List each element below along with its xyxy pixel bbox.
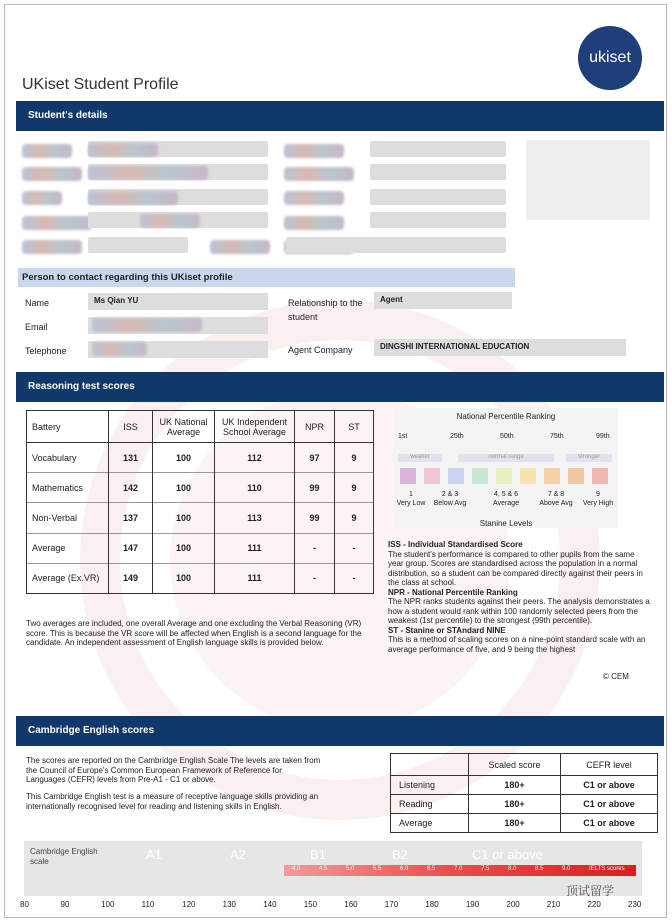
column-header: CEFR level — [561, 754, 658, 776]
name-label: Name — [25, 298, 50, 308]
table-cell: 180+ — [469, 776, 561, 795]
npr-tick: 25th — [450, 433, 464, 440]
table-cell: C1 or above — [561, 776, 658, 795]
table-cell: 100 — [153, 473, 215, 503]
redacted-value — [88, 143, 158, 157]
table-cell: C1 or above — [561, 795, 658, 814]
ielts-label: 9.0 — [562, 866, 571, 872]
axis-tick-label: 120 — [182, 900, 196, 909]
stanine-desc: Below Avg — [433, 500, 467, 507]
ielts-bar — [284, 865, 636, 876]
table-row — [27, 533, 374, 563]
definition-text: The student's performance is compared to other pupils from the same year group. Scores are standardised across the population in a normal distribution, so a student can be compared directly against their peers in the class at school. — [388, 549, 643, 587]
redacted-value — [88, 191, 178, 205]
stanine-box — [448, 468, 464, 484]
ielts-label: 7.0 — [454, 866, 463, 872]
ielts-label: 6.5 — [427, 866, 436, 872]
axis-tick-label: 180 — [425, 900, 439, 909]
column-header — [391, 754, 469, 776]
column-header: ISS — [109, 411, 153, 443]
section-header-reasoning: Reasoning test scores — [16, 372, 664, 402]
table-row — [27, 443, 374, 473]
stanine-desc: Average — [493, 500, 519, 507]
scale-axis — [20, 900, 642, 912]
cambridge-intro-2: This Cambridge English test is a measure of receptive language skills providing an internationally recognised level for reading and listening skills in English. — [26, 792, 319, 811]
table-cell: 100 — [153, 503, 215, 533]
column-header: ST — [335, 411, 374, 443]
axis-tick-label: 150 — [303, 900, 318, 909]
redacted-value — [370, 164, 506, 180]
ielts-label: 5.0 — [346, 866, 355, 872]
definition-term: ST - Stanine or STAndard NINE — [388, 625, 506, 635]
redacted-field — [284, 216, 344, 230]
ielts-label: 4.5 — [319, 866, 328, 872]
table-row — [391, 776, 658, 795]
scale-name: Cambridge English scale — [30, 847, 98, 866]
ielts-label: 4.0 — [292, 866, 301, 872]
table-cell: 9 — [335, 503, 374, 533]
column-header: UK Independent School Average — [215, 411, 295, 443]
redacted-value — [88, 237, 188, 253]
scale-level: B2 — [392, 847, 408, 862]
axis-tick-label: 140 — [263, 900, 277, 909]
table-row — [27, 473, 374, 503]
redacted-value — [140, 214, 200, 228]
npr-tick: 99th — [596, 433, 610, 440]
table-cell: Average — [391, 814, 469, 833]
ielts-label: 5.5 — [373, 866, 382, 872]
definitions — [388, 540, 652, 654]
npr-tick: 75th — [550, 433, 564, 440]
npr-band: weaker — [398, 454, 442, 462]
redacted-field — [210, 240, 270, 254]
stanine-desc: Very High — [582, 500, 614, 507]
axis-tick-label: 220 — [587, 900, 601, 909]
axis-tick-label: 80 — [20, 900, 29, 909]
stanine-label — [536, 490, 576, 508]
copyright: © CEM — [603, 672, 629, 681]
axis-tick-label: 160 — [344, 900, 358, 909]
stanine-label — [486, 490, 526, 508]
column-header: Battery — [27, 411, 109, 443]
table-cell: 147 — [109, 533, 153, 563]
table-cell: 99 — [295, 503, 335, 533]
averages-note: Two averages are included, one overall Average and one excluding the Verbal Reasoning (VR) score. This is because the VR score will be affected when English is a second language for the candidate. An independent assessment of English language skills is provided below. — [26, 619, 362, 647]
npr-band: normal range — [458, 454, 554, 462]
table-cell: - — [295, 563, 335, 593]
axis-tick-label: 90 — [60, 900, 70, 909]
redacted-field — [22, 144, 72, 158]
telephone-label: Telephone — [25, 346, 67, 356]
table-cell: 100 — [153, 533, 215, 563]
table-cell: 180+ — [469, 795, 561, 814]
ielts-label: 7.5 — [481, 866, 490, 872]
redacted-value — [286, 237, 506, 253]
table-cell: 149 — [109, 563, 153, 593]
stanine-box — [544, 468, 560, 484]
table-cell: 111 — [215, 533, 295, 563]
axis-tick-label: 210 — [546, 900, 561, 909]
relationship-label: Relationship to the student — [288, 298, 363, 322]
stanine-label — [580, 490, 616, 508]
redacted-field — [22, 167, 82, 181]
redacted-value — [370, 189, 506, 205]
table-cell: 9 — [335, 443, 374, 473]
stanine-box — [592, 468, 608, 484]
ielts-label: 6.0 — [400, 866, 409, 872]
npr-chart-title: National Percentile Ranking — [456, 412, 556, 421]
stanine-box — [568, 468, 584, 484]
relationship-value: Agent — [374, 292, 512, 309]
table-cell: - — [335, 563, 374, 593]
scale-level: B1 — [310, 847, 326, 862]
definition-text: This is a method of scaling scores on a nine-point standard scale with an average performance of five, and 9 being the highest — [388, 635, 646, 654]
contact-subheader: Person to contact regarding this UKiset profile — [18, 268, 515, 287]
redacted-email — [92, 318, 202, 332]
redacted-field — [284, 167, 354, 181]
table-cell: 112 — [215, 443, 295, 473]
ukiset-logo: ukiset — [578, 26, 642, 90]
npr-chart — [394, 408, 618, 528]
table-cell: 180+ — [469, 814, 561, 833]
table-cell: C1 or above — [561, 814, 658, 833]
axis-tick-label: 200 — [506, 900, 520, 909]
axis-tick-label: 230 — [628, 900, 642, 909]
table-cell: Non-Verbal — [27, 503, 109, 533]
table-cell: - — [295, 533, 335, 563]
table-cell: Reading — [391, 795, 469, 814]
stanine-box — [424, 468, 440, 484]
table-cell: Mathematics — [27, 473, 109, 503]
table-row — [27, 503, 374, 533]
email-label: Email — [25, 322, 48, 332]
stanine-number: 9 — [596, 491, 600, 498]
table-row — [391, 814, 658, 833]
table-cell: 142 — [109, 473, 153, 503]
stanine-number: 7 & 8 — [547, 491, 565, 498]
scale-level: C1 or above — [472, 847, 543, 862]
page-title: UKiset Student Profile — [22, 76, 179, 93]
axis-tick-label: 170 — [384, 900, 399, 909]
table-cell: 131 — [109, 443, 153, 473]
section-header-students-details: Student's details — [16, 101, 664, 131]
scale-level: A2 — [230, 847, 246, 862]
stanine-box — [496, 468, 512, 484]
table-cell: 100 — [153, 563, 215, 593]
table-cell: 100 — [153, 443, 215, 473]
stanine-desc: Very Low — [396, 500, 426, 507]
stanine-label — [432, 490, 468, 508]
redacted-field — [22, 216, 92, 230]
redacted-field — [22, 240, 82, 254]
table-cell: 110 — [215, 473, 295, 503]
reasoning-scores-table — [26, 410, 374, 594]
table-row — [27, 563, 374, 593]
student-photo-placeholder — [526, 140, 650, 220]
table-cell: Average — [27, 533, 109, 563]
table-cell: Listening — [391, 776, 469, 795]
column-header: NPR — [295, 411, 335, 443]
axis-tick-label: 130 — [222, 900, 237, 909]
redacted-value — [88, 166, 208, 180]
stanine-label — [396, 490, 426, 508]
agent-company-label: Agent Company — [288, 345, 353, 355]
redacted-value — [370, 141, 506, 157]
section-header-cambridge: Cambridge English scores — [16, 716, 664, 746]
stanine-box — [520, 468, 536, 484]
ielts-label: 8.5 — [535, 866, 544, 872]
axis-tick-label: 190 — [465, 900, 480, 909]
column-header: Scaled score — [469, 754, 561, 776]
table-cell: 9 — [335, 473, 374, 503]
redacted-field — [284, 144, 344, 158]
npr-band: stronger — [566, 454, 612, 462]
redacted-field — [284, 191, 344, 205]
npr-tick: 1st — [398, 433, 408, 440]
axis-tick-label: 110 — [141, 900, 155, 909]
stanine-number: 2 & 3 — [441, 491, 459, 498]
npr-tick: 50th — [500, 433, 514, 440]
stanine-desc: Above Avg — [539, 500, 573, 507]
table-cell: 113 — [215, 503, 295, 533]
table-cell: - — [335, 533, 374, 563]
redacted-field — [22, 191, 62, 205]
name-value: Ms Qian YU — [88, 293, 268, 310]
table-cell: 99 — [295, 473, 335, 503]
stanine-number: 4, 5 & 6 — [493, 491, 519, 498]
cambridge-intro: The scores are reported on the Cambridge English Scale The levels are taken from the Council of Europe's Common European Framework of Reference for Languages (CEFR) levels from Pre-A1 - C1 or above. — [26, 756, 321, 784]
stanine-box — [472, 468, 488, 484]
definition-text: The NPR ranks students against their peers. The analysis demonstrates a how a student would rank within 100 randomly selected peers from the weakest (1st percentile) to the strongest (99th percentile). — [388, 597, 650, 625]
stanine-number: 1 — [409, 491, 413, 498]
column-header: UK National Average — [153, 411, 215, 443]
stanine-levels-label: Stanine Levels — [479, 519, 533, 528]
table-cell: Vocabulary — [27, 443, 109, 473]
table-cell: 97 — [295, 443, 335, 473]
redacted-telephone — [92, 342, 147, 356]
watermark-text: 顶试留学 — [566, 884, 615, 898]
definition-term: ISS - Individual Standardised Score — [388, 540, 523, 549]
table-cell: 111 — [215, 563, 295, 593]
definition-term: NPR - National Percentile Ranking — [388, 587, 518, 597]
table-cell: Average (Ex.VR) — [27, 563, 109, 593]
table-cell: 137 — [109, 503, 153, 533]
stanine-box — [400, 468, 416, 484]
redacted-value — [370, 212, 506, 228]
table-row — [391, 795, 658, 814]
ielts-label: 8.0 — [508, 866, 517, 872]
cambridge-english-scale — [24, 841, 642, 896]
ielts-label: IELTS scores — [589, 866, 625, 872]
scale-level: A1 — [146, 847, 162, 862]
cambridge-scores-table — [390, 753, 658, 833]
agent-company-value: DINGSHI INTERNATIONAL EDUCATION — [374, 339, 626, 356]
axis-tick-label: 100 — [101, 900, 115, 909]
